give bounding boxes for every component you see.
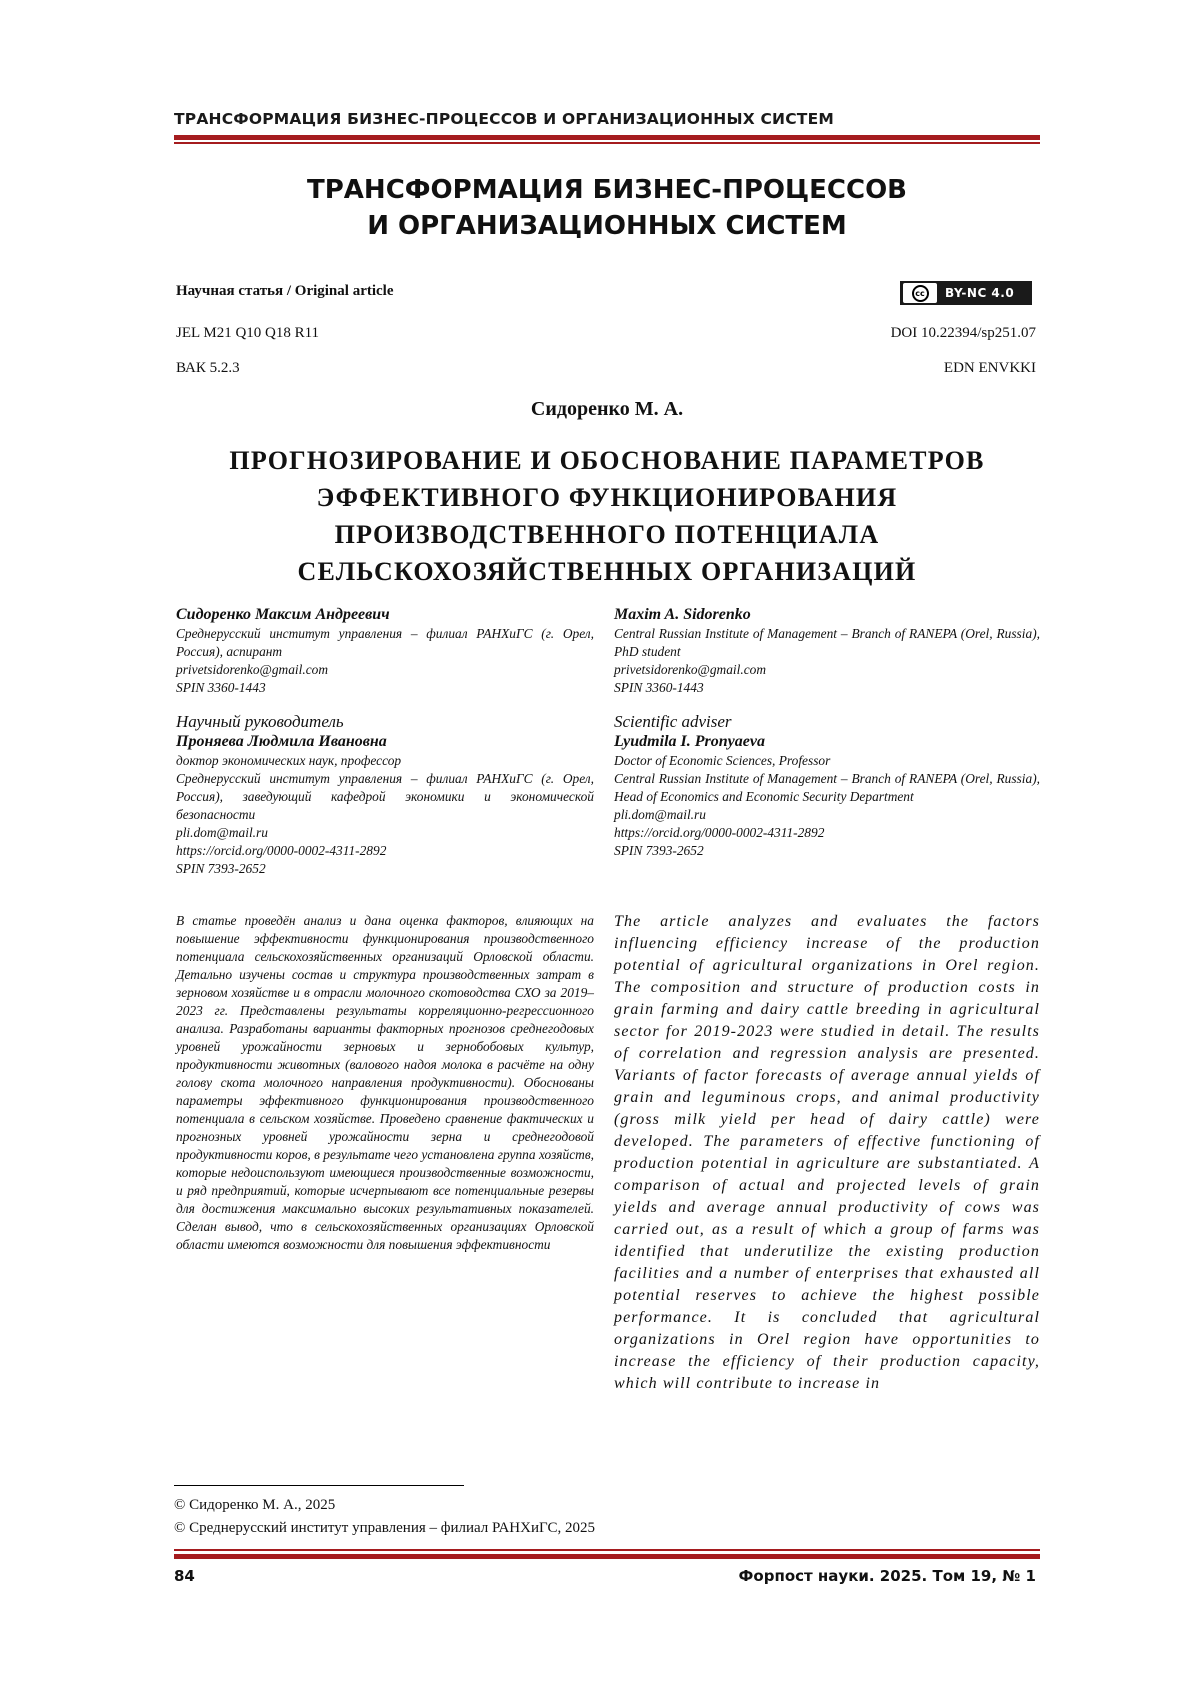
article-author: Сидоренко М. А. <box>530 398 684 420</box>
jel-codes: JEL M21 Q10 Q18 R11 <box>176 325 320 341</box>
license-label: BY-NC 4.0 <box>945 286 1015 300</box>
author-affil-en: Central Russian Institute of Management – Branch of RANEPA (Orel, Russia), PhD student <box>614 626 1040 659</box>
adviser-email-en[interactable]: pli.dom@mail.ru <box>614 807 706 822</box>
author-email-en[interactable]: privetsidorenko@gmail.com <box>614 662 767 677</box>
adviser-email-ru[interactable]: pli.dom@mail.ru <box>176 825 268 840</box>
footer-rule-thin <box>174 1549 1040 1551</box>
author-name-en: Maxim A. Sidorenko <box>614 606 751 623</box>
author-block-en <box>614 605 1040 860</box>
page-number: 84 <box>174 1567 195 1585</box>
header-rule-thick <box>174 135 1040 140</box>
journal-info: Форпост науки. 2025. Том 19, № 1 <box>738 1567 1036 1585</box>
author-spin-en: SPIN 3360-1443 <box>614 680 704 695</box>
adviser-label-ru: Научный руководитель <box>176 712 344 731</box>
footer-rule-thick <box>174 1554 1040 1559</box>
section-title-line-2: И ОРГАНИЗАЦИОННЫХ СИСТЕМ <box>367 211 847 241</box>
title-line-2: ЭФФЕКТИВНОГО ФУНКЦИОНИРОВАНИЯ <box>316 483 898 512</box>
adviser-orcid-ru[interactable]: https://orcid.org/0000-0002-4311-2892 <box>176 843 387 858</box>
adviser-affil-en: Central Russian Institute of Management – Branch of RANEPA (Orel, Russia), Head of Economics and Economic Security Department <box>614 771 1040 804</box>
adviser-affil-ru: Среднерусский институт управления – филиал РАНХиГС (г. Орел, Россия), заведующий кафедрой экономики и экономической безопасности <box>176 771 594 822</box>
section-title-line-1: ТРАНСФОРМАЦИЯ БИЗНЕС-ПРОЦЕССОВ <box>307 175 907 205</box>
copyright-org: © Среднерусский институт управления – филиал РАНХиГС, 2025 <box>174 1520 595 1536</box>
adviser-label-en: Scientific adviser <box>614 712 732 731</box>
author-affil-ru: Среднерусский институт управления – филиал РАНХиГС (г. Орел, Россия), аспирант <box>176 626 594 659</box>
header-rule-thin <box>174 142 1040 144</box>
abstract-en: The article analyzes and evaluates the factors influencing efficiency increase of the production potential of agricultural organizations in Orel region. The composition and structure of production costs in grain farming and dairy cattle breeding in agricultural sector for 2019-2023 were studied in detail. The results of correlation and regression analysis are presented. Variants of factor forecasts of average annual yields of grain and leguminous crops, and animal productivity (gross milk yield per head of dairy cattle) were developed. The parameters of effective functioning of production potential in agriculture are substantiated. A comparison of actual and projected levels of grain yields and average annual productivity of cows was carried out, as a result of which a group of farms was identified that underutilize the existing production facilities and a number of enterprises that exhausted all potential reserves to achieve the highest possible performance. It is concluded that agricultural organizations in Orel region have opportunities to increase the efficiency of their production capacity, which will contribute to increase in <box>614 913 1040 1392</box>
author-block-ru <box>176 605 594 878</box>
author-email-ru[interactable]: privetsidorenko@gmail.com <box>176 662 329 677</box>
author-spin-ru: SPIN 3360-1443 <box>176 680 266 695</box>
license-badge[interactable] <box>900 281 1032 305</box>
adviser-spin-ru: SPIN 7393-2652 <box>176 861 266 876</box>
title-line-4: СЕЛЬСКОХОЗЯЙСТВЕННЫХ ОРГАНИЗАЦИЙ <box>297 557 917 586</box>
adviser-name-ru: Проняева Людмила Ивановна <box>176 733 387 750</box>
adviser-degree-ru: доктор экономических наук, профессор <box>176 753 402 768</box>
adviser-spin-en: SPIN 7393-2652 <box>614 843 704 858</box>
adviser-name-en: Lyudmila I. Pronyaeva <box>614 733 765 750</box>
section-title <box>174 172 1040 244</box>
edn: EDN ENVKKI <box>943 360 1036 376</box>
vak-code: ВАК 5.2.3 <box>176 360 240 376</box>
doi[interactable]: DOI 10.22394/sp251.07 <box>890 325 1036 341</box>
article-type: Научная статья / Original article <box>176 283 394 299</box>
adviser-orcid-en[interactable]: https://orcid.org/0000-0002-4311-2892 <box>614 825 825 840</box>
article-title <box>174 442 1040 590</box>
running-head: ТРАНСФОРМАЦИЯ БИЗНЕС-ПРОЦЕССОВ И ОРГАНИЗАЦИОННЫХ СИСТЕМ <box>174 110 834 128</box>
footnote-rule <box>174 1485 464 1486</box>
title-line-3: ПРОИЗВОДСТВЕННОГО ПОТЕНЦИАЛА <box>334 520 880 549</box>
adviser-degree-en: Doctor of Economic Sciences, Professor <box>614 753 831 768</box>
copyright-author: © Сидоренко М. А., 2025 <box>174 1497 336 1513</box>
title-line-1: ПРОГНОЗИРОВАНИЕ И ОБОСНОВАНИЕ ПАРАМЕТРОВ <box>229 446 985 475</box>
abstract-ru: В статье проведён анализ и дана оценка факторов, влияющих на повышение эффективности функционирования производственного потенциала сельскохозяйственных организаций Орловской области. Детально изучены состав и структура производственных затрат в зерновом хозяйстве и в отрасли молочного скотоводства СХО за 2019–2023 гг. Представлены результаты корреляционно-регрессионного анализа. Разработаны варианты факторных прогнозов среднегодовых уровней урожайности зерновых и зернобобовых культур, продуктивности животных (валового надоя молока в расчёте на одну голову скота молочного направления продуктивности). Обоснованы параметры эффективного функционирования производственного потенциала в сельском хозяйстве. Проведено сравнение фактических и прогнозных уровней урожайности зерна и среднегодовой продуктивности коров, в результате чего установлена группа хозяйств, которые недоиспользуют имеющиеся производственные возможности, и ряд предприятий, которые исчерпывают все потенциальные резервы для достижения максимально высоких результативных показателей. Сделан вывод, что в сельскохозяйственных организациях Орловской области имеются возможности для повышения эффективности <box>176 913 594 1252</box>
cc-icon: cc <box>903 283 937 303</box>
author-name-ru: Сидоренко Максим Андреевич <box>176 606 390 623</box>
